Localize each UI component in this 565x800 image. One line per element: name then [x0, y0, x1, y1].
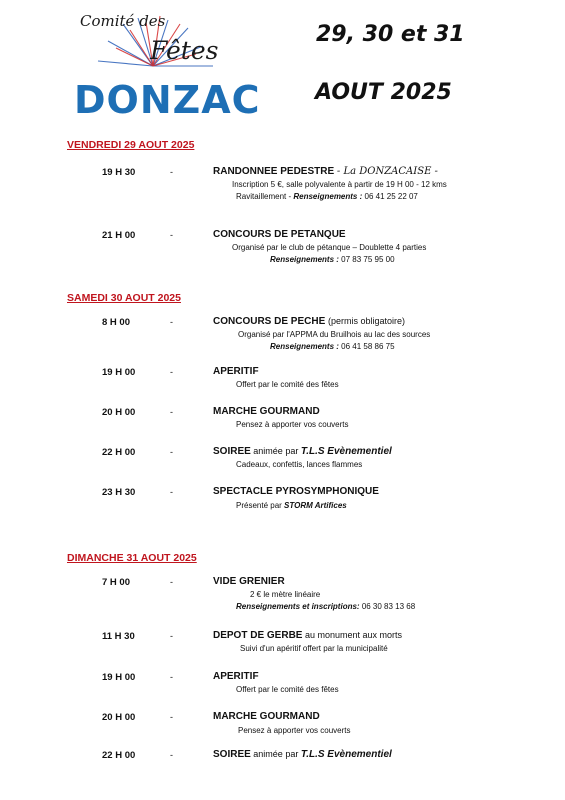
event-description-text: Présenté par	[236, 501, 285, 510]
event-title: VIDE GRENIER	[213, 576, 285, 587]
event-description: Inscription 5 €, salle polyvalente à partir de 19 H 00 - 12 kms	[232, 180, 447, 189]
event-info-label: Renseignements et inscriptions:	[236, 602, 362, 611]
event-dates: 29, 30 et 31	[316, 22, 465, 47]
event-description: Pensez à apporter vos couverts	[236, 420, 349, 429]
event-description: Suivi d'un apéritif offert par la municipalité	[240, 644, 388, 653]
event-dash: -	[170, 672, 173, 682]
event-title	[213, 630, 402, 641]
event-description: Organisé par le club de pétanque – Doublette 4 parties	[232, 243, 427, 252]
event-description: Offert par le comité des fêtes	[236, 380, 339, 389]
event-info	[236, 192, 418, 201]
event-info-phone: 06 30 83 13 68	[361, 602, 416, 611]
event-time: 19 H 00	[102, 672, 136, 683]
event-time: 21 H 00	[102, 230, 136, 241]
event-dash: -	[170, 367, 173, 377]
event-title	[213, 749, 392, 760]
event-title: CONCOURS DE PETANQUE	[213, 229, 346, 240]
event-title: SPECTACLE PYROSYMPHONIQUE	[213, 486, 379, 497]
event-title: MARCHE GOURMAND	[213, 406, 320, 417]
event-info	[270, 255, 395, 264]
event-dash: -	[170, 230, 173, 240]
event-dash: -	[170, 487, 173, 497]
day-label-saturday: SAMEDI 30 AOUT 2025	[67, 292, 181, 304]
event-time: 7 H 00	[102, 577, 130, 588]
event-info-phone: 07 83 75 95 00	[341, 255, 395, 264]
event-time: 11 H 30	[102, 631, 135, 642]
event-title-plain: animée par	[250, 446, 301, 456]
event-info-plain: Ravitaillement -	[236, 192, 294, 201]
event-description: Organisé par l'APPMA du Bruilhois au lac des sources	[238, 330, 431, 339]
event-dash: -	[170, 407, 173, 417]
event-time: 8 H 00	[102, 317, 130, 328]
event-info-label: Renseignements :	[293, 192, 365, 201]
event-dash: -	[170, 631, 173, 641]
event-time: 20 H 00	[102, 712, 136, 723]
event-title	[213, 446, 392, 457]
event-dash: -	[170, 317, 173, 327]
event-title	[213, 316, 405, 327]
event-title-brand: T.L.S Evènementiel	[300, 749, 392, 760]
event-title: APERITIF	[213, 671, 259, 682]
event-info-label: Renseignements :	[270, 342, 342, 351]
event-info-phone: 06 41 58 86 75	[341, 342, 395, 351]
event-title: MARCHE GOURMAND	[213, 711, 320, 722]
event-title-extra: (permis obligatoire)	[328, 316, 406, 326]
event-title-extra: - La DONZACAISE -	[336, 166, 438, 177]
event-title-plain: animée par	[250, 749, 301, 759]
event-description: 2 € le mètre linéaire	[250, 590, 321, 599]
event-description: Offert par le comité des fêtes	[236, 685, 339, 694]
day-label-friday: VENDREDI 29 AOUT 2025	[67, 139, 195, 151]
event-time: 22 H 00	[102, 750, 136, 761]
event-title-plain: au monument aux morts	[302, 630, 403, 640]
logo-line-1: Comité des	[80, 12, 166, 30]
event-title-text: DEPOT DE GERBE	[213, 630, 303, 641]
event-dash: -	[170, 712, 173, 722]
event-time: 22 H 00	[102, 447, 136, 458]
event-title	[213, 166, 438, 177]
logo-line-2: Fêtes	[150, 36, 219, 65]
event-title-text: SOIREE	[213, 446, 251, 457]
event-info-label: Renseignements :	[270, 255, 342, 264]
event-title-text: SOIREE	[213, 749, 251, 760]
event-month-year: AOUT 2025	[315, 80, 452, 105]
event-info	[270, 342, 395, 351]
day-label-sunday: DIMANCHE 31 AOUT 2025	[67, 552, 197, 564]
event-info-phone: 06 41 25 22 07	[364, 192, 418, 201]
event-time: 23 H 30	[102, 487, 136, 498]
event-info	[236, 602, 415, 611]
logo	[68, 6, 261, 124]
event-dash: -	[170, 167, 173, 177]
event-title: APERITIF	[213, 366, 259, 377]
event-title-text: CONCOURS DE PECHE	[213, 316, 326, 327]
event-time: 20 H 00	[102, 407, 136, 418]
event-title-text: RANDONNEE PEDESTRE	[213, 166, 335, 177]
event-time: 19 H 00	[102, 367, 136, 378]
event-dash: -	[170, 447, 173, 457]
event-description	[236, 501, 347, 510]
event-time: 19 H 30	[102, 167, 136, 178]
event-description: Cadeaux, confettis, lances flammes	[236, 460, 363, 469]
event-dash: -	[170, 577, 173, 587]
event-description-brand: STORM Artifices	[284, 501, 347, 510]
event-dash: -	[170, 750, 173, 760]
event-description: Pensez à apporter vos couverts	[238, 726, 351, 735]
event-title-brand: T.L.S Evènementiel	[300, 446, 392, 457]
logo-line-3: DONZAC	[74, 78, 261, 122]
